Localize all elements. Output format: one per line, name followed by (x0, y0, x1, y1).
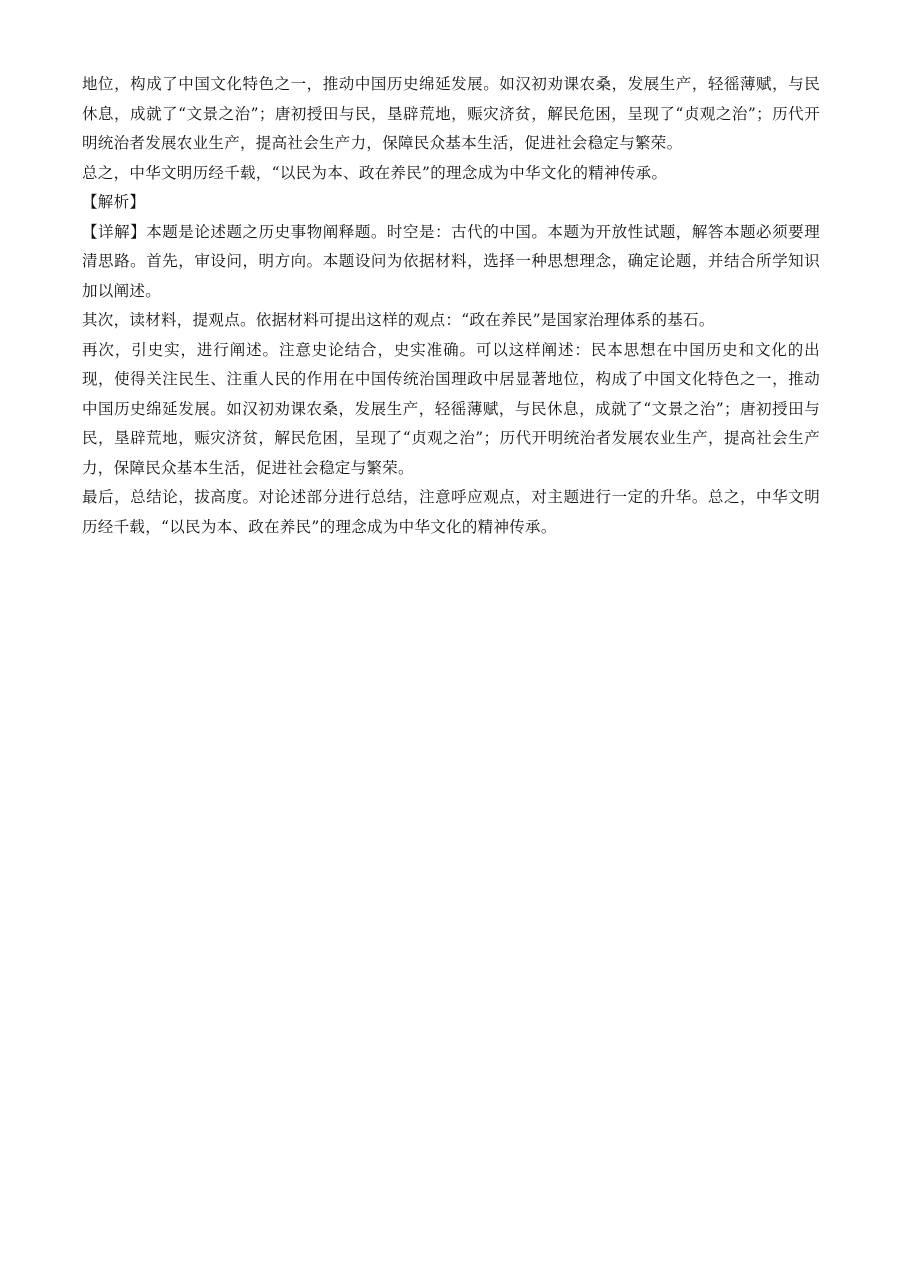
step-three-paragraph: 再次，引史实，进行阐述。注意史论结合，史实准确。可以这样阐述：民本思想在中国历史和文化的出现，使得关注民生、注重人民的作用在中国传统治国理政中居显著地位，构成了中国文化特色之一，推动中国历史绵延发展。如汉初劝课农桑，发展生产，轻徭薄赋，与民休息，成就了“文景之治”；唐初授田与民，垦辟荒地，赈灾济贫，解民危困，呈现了“贞观之治”；历代开明统治者发展农业生产，提高社会生产力，保障民众基本生活，促进社会稳定与繁荣。 (82, 340, 820, 477)
document-page (82, 70, 820, 542)
detailed-explanation-text: 本题是论述题之历史事物阐释题。时空是：古代的中国。本题为开放性试题，解答本题必须要理清思路。首先，审设问，明方向。本题设问为依据材料，选择一种思想理念，确定论题，并结合所学知识加以阐述。 (82, 222, 820, 300)
answer-paragraph-continued: 地位，构成了中国文化特色之一，推动中国历史绵延发展。如汉初劝课农桑，发展生产，轻徭薄赋，与民休息，成就了“文景之治”；唐初授田与民，垦辟荒地，赈灾济贫，解民危困，呈现了“贞观之治”；历代开明统治者发展农业生产，提高社会生产力，保障民众基本生活，促进社会稳定与繁荣。 (82, 75, 820, 152)
detailed-explanation-tag: 【详解】 (82, 222, 147, 241)
analysis-heading: 【解析】 (82, 193, 146, 211)
step-four-paragraph: 最后，总结论，拔高度。对论述部分进行总结，注意呼应观点，对主题进行一定的升华。总之，中华文明历经千载，“以民为本、政在养民”的理念成为中华文化的精神传承。 (82, 488, 820, 536)
answer-conclusion-paragraph: 总之，中华文明历经千载，“以民为本、政在养民”的理念成为中华文化的精神传承。 (82, 163, 668, 182)
detailed-explanation-paragraph (82, 218, 820, 307)
step-two-paragraph: 其次，读材料，提观点。依据材料可提出这样的观点：“政在养民”是国家治理体系的基石。 (82, 311, 715, 329)
